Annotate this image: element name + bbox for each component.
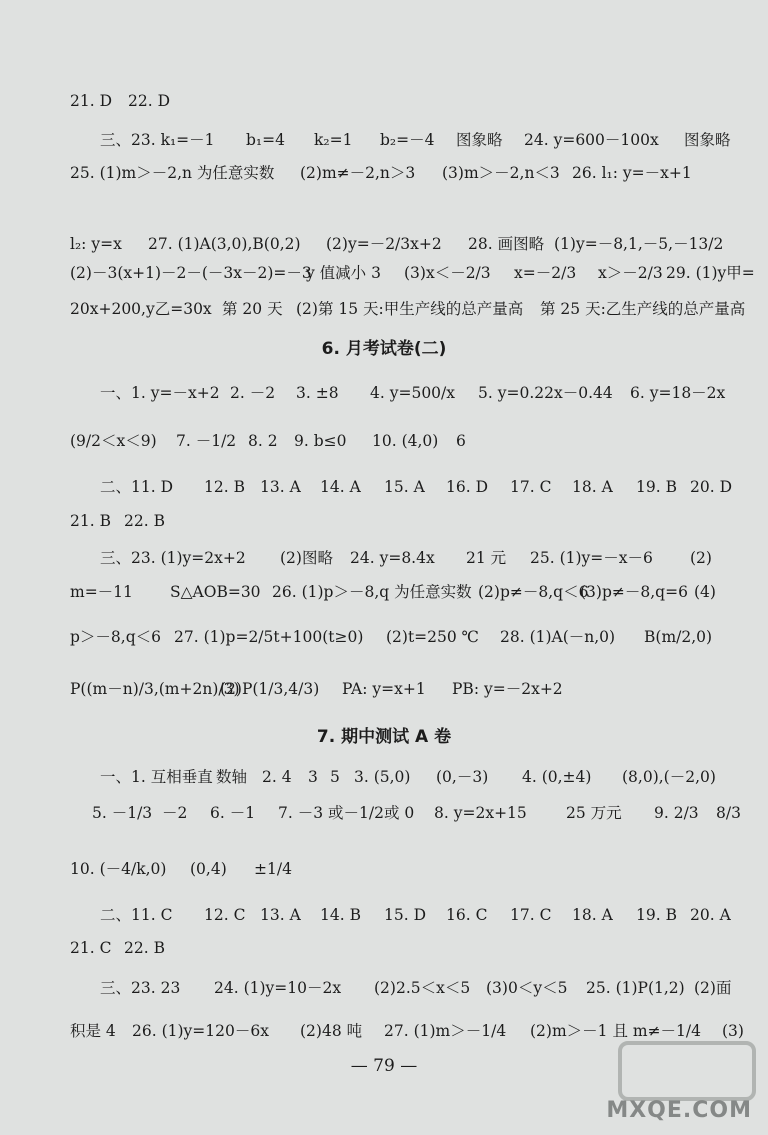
answer-item: 6. －1 <box>210 804 256 822</box>
answer-item: 26. (1)p＞－8,q 为任意实数 <box>272 583 472 601</box>
answer-item: 20. A <box>690 906 731 924</box>
answer-item: 19. B <box>636 906 677 924</box>
answer-item: 7. －1/2 <box>176 432 237 450</box>
answer-item: 图象略 <box>684 131 731 149</box>
answer-item: 25. (1)P(1,2) <box>586 979 685 997</box>
answer-item: PB: y=－2x+2 <box>452 680 563 698</box>
answer-item: －2 <box>162 804 188 822</box>
watermark-frame <box>618 1041 756 1101</box>
answer-item: 15. D <box>384 906 427 924</box>
answer-item: 22. B <box>124 512 165 530</box>
answer-item: x＞－2/3 <box>598 264 663 282</box>
answer-item: 26. (1)y=120－6x <box>132 1022 269 1040</box>
answer-item: 2. －2 <box>230 384 276 402</box>
answer-item: (3)0＜y＜5 <box>486 979 568 997</box>
answer-item: PA: y=x+1 <box>342 680 426 698</box>
answer-item: 24. y=8.4x <box>350 549 435 567</box>
answer-item: (3)m＞－2,n＜3 <box>442 164 560 182</box>
answer-item: 29. (1)y甲= <box>666 264 755 282</box>
answer-item: 图象略 <box>456 131 503 149</box>
answer-item: (2)P(1/3,4/3) <box>220 680 320 698</box>
answer-item: 8/3 <box>716 804 741 822</box>
answer-item: 27. (1)m＞－1/4 <box>384 1022 507 1040</box>
answer-item: m=－11 <box>70 583 133 601</box>
answer-item: (2)图略 <box>280 549 333 567</box>
answer-item: 三、23. (1)y=2x+2 <box>100 549 246 567</box>
section-heading: 6. 月考试卷(二) <box>321 339 447 359</box>
answer-item: 22. B <box>124 939 165 957</box>
answer-item: 13. A <box>260 478 301 496</box>
answer-item: 数轴 <box>216 768 248 786</box>
answer-item: 15. A <box>384 478 425 496</box>
answer-item: (3)x＜－2/3 <box>404 264 491 282</box>
answer-item: 三、23. 23 <box>100 979 181 997</box>
answer-item: 28. (1)A(－n,0) <box>500 628 616 646</box>
section-heading: 7. 期中测试 A 卷 <box>316 727 452 747</box>
answer-item: 20. D <box>690 478 733 496</box>
answer-item: 25. (1)m＞－2,n 为任意实数 <box>70 164 275 182</box>
answer-item: 二、11. C <box>100 906 173 924</box>
answer-item: (2)－3(x+1)－2－(－3x－2)=－3 <box>70 264 312 282</box>
answer-item: (2)m≠－2,n＞3 <box>300 164 416 182</box>
answer-item: 16. D <box>446 478 489 496</box>
answer-item: 5. －1/3 <box>92 804 153 822</box>
answer-item: 20x+200,y乙=30x <box>70 300 212 318</box>
answer-item: p＞－8,q＜6 <box>70 628 161 646</box>
answer-item: (2)48 吨 <box>300 1022 363 1040</box>
answer-item: 18. A <box>572 478 613 496</box>
answer-item: (2) <box>690 549 712 567</box>
answer-item: 17. C <box>510 478 552 496</box>
answer-item: 21 元 <box>466 549 507 567</box>
answer-item: 25. (1)y=－x－6 <box>530 549 653 567</box>
answer-item: 17. C <box>510 906 552 924</box>
answer-item: 19. B <box>636 478 677 496</box>
answer-item: 14. B <box>320 906 361 924</box>
watermark-site: MXQE.COM <box>606 1098 752 1123</box>
answer-item: 14. A <box>320 478 361 496</box>
answer-item: 6. y=18－2x <box>630 384 726 402</box>
answer-item: 10. (4,0) <box>372 432 439 450</box>
answer-item: 二、11. D <box>100 478 174 496</box>
answer-item: 一、1. 互相垂直 <box>100 768 213 786</box>
answer-item: (2)第 15 天:甲生产线的总产量高 <box>296 300 524 318</box>
answer-item: 8. 2 <box>248 432 278 450</box>
answer-item: 6 <box>456 432 466 450</box>
answer-item: 26. l₁: y=－x+1 <box>572 164 692 182</box>
answer-item: 第 25 天:乙生产线的总产量高 <box>540 300 746 318</box>
answer-item: 25 万元 <box>566 804 622 822</box>
answer-item: (2)m＞－1 且 m≠－1/4 <box>530 1022 701 1040</box>
answer-item: 8. y=2x+15 <box>434 804 527 822</box>
answer-item: 3. (5,0) <box>354 768 411 786</box>
answer-item: 4. y=500/x <box>370 384 456 402</box>
answer-item: (0,4) <box>190 860 227 878</box>
answer-item: (9/2＜x＜9) <box>70 432 157 450</box>
answer-item: 18. A <box>572 906 613 924</box>
answer-item: (2)y=－2/3x+2 <box>326 235 442 253</box>
answer-item: b₂=－4 <box>380 131 435 149</box>
answer-item: 21. D <box>70 92 113 110</box>
answer-item: 三、23. k₁=－1 <box>100 131 215 149</box>
answer-item: 4. (0,±4) <box>522 768 592 786</box>
answer-item: 24. (1)y=10－2x <box>214 979 342 997</box>
answer-item: 第 20 天 <box>222 300 283 318</box>
answer-item: (3)p≠－8,q=6 <box>580 583 688 601</box>
answer-item: b₁=4 <box>246 131 285 149</box>
answer-item: (0,－3) <box>436 768 489 786</box>
answer-item: (3) <box>722 1022 744 1040</box>
answer-item: (8,0),(－2,0) <box>622 768 716 786</box>
answer-item: 2. 4 <box>262 768 292 786</box>
answer-item: 3 <box>308 768 318 786</box>
answer-item: 16. C <box>446 906 488 924</box>
page-number: — 79 — <box>350 1056 418 1076</box>
answer-item: y 值减小 3 <box>306 264 381 282</box>
answer-item: 21. C <box>70 939 112 957</box>
answer-item: x=－2/3 <box>514 264 577 282</box>
answer-item: ±1/4 <box>254 860 292 878</box>
answer-item: (1)y=－8,1,－5,－13/2 <box>554 235 724 253</box>
answer-item: 22. D <box>128 92 171 110</box>
answer-item: 9. b≤0 <box>294 432 347 450</box>
watermark-logo <box>608 1041 758 1123</box>
answer-item: 21. B <box>70 512 111 530</box>
answer-item: 5 <box>330 768 340 786</box>
answer-item: (2)p≠－8,q＜6 <box>478 583 589 601</box>
answer-item: P((m－n)/3,(m+2n)/3) <box>70 680 240 698</box>
answer-item: B(m/2,0) <box>644 628 713 646</box>
answer-item: 24. y=600－100x <box>524 131 659 149</box>
answer-item: 27. (1)p=2/5t+100(t≥0) <box>174 628 364 646</box>
answer-item: 12. C <box>204 906 246 924</box>
answer-item: k₂=1 <box>314 131 353 149</box>
answer-item: 5. y=0.22x－0.44 <box>478 384 613 402</box>
answer-item: (2)2.5＜x＜5 <box>374 979 471 997</box>
answer-item: 12. B <box>204 478 245 496</box>
answer-item: 3. ±8 <box>296 384 339 402</box>
answer-item: 13. A <box>260 906 301 924</box>
answer-item: (2)面 <box>694 979 732 997</box>
answer-item: (4) <box>694 583 716 601</box>
answer-item: 10. (－4/k,0) <box>70 860 167 878</box>
answer-item: 7. －3 或－1/2或 0 <box>278 804 415 822</box>
answer-item: l₂: y=x <box>70 235 122 253</box>
answer-item: 27. (1)A(3,0),B(0,2) <box>148 235 301 253</box>
answer-item: 9. 2/3 <box>654 804 699 822</box>
answer-item: (2)t=250 ℃ <box>386 628 480 646</box>
answer-item: S△AOB=30 <box>170 583 261 601</box>
answer-item: 积是 4 <box>70 1022 116 1040</box>
answer-item: 一、1. y=－x+2 <box>100 384 220 402</box>
answer-item: 28. 画图略 <box>468 235 545 253</box>
